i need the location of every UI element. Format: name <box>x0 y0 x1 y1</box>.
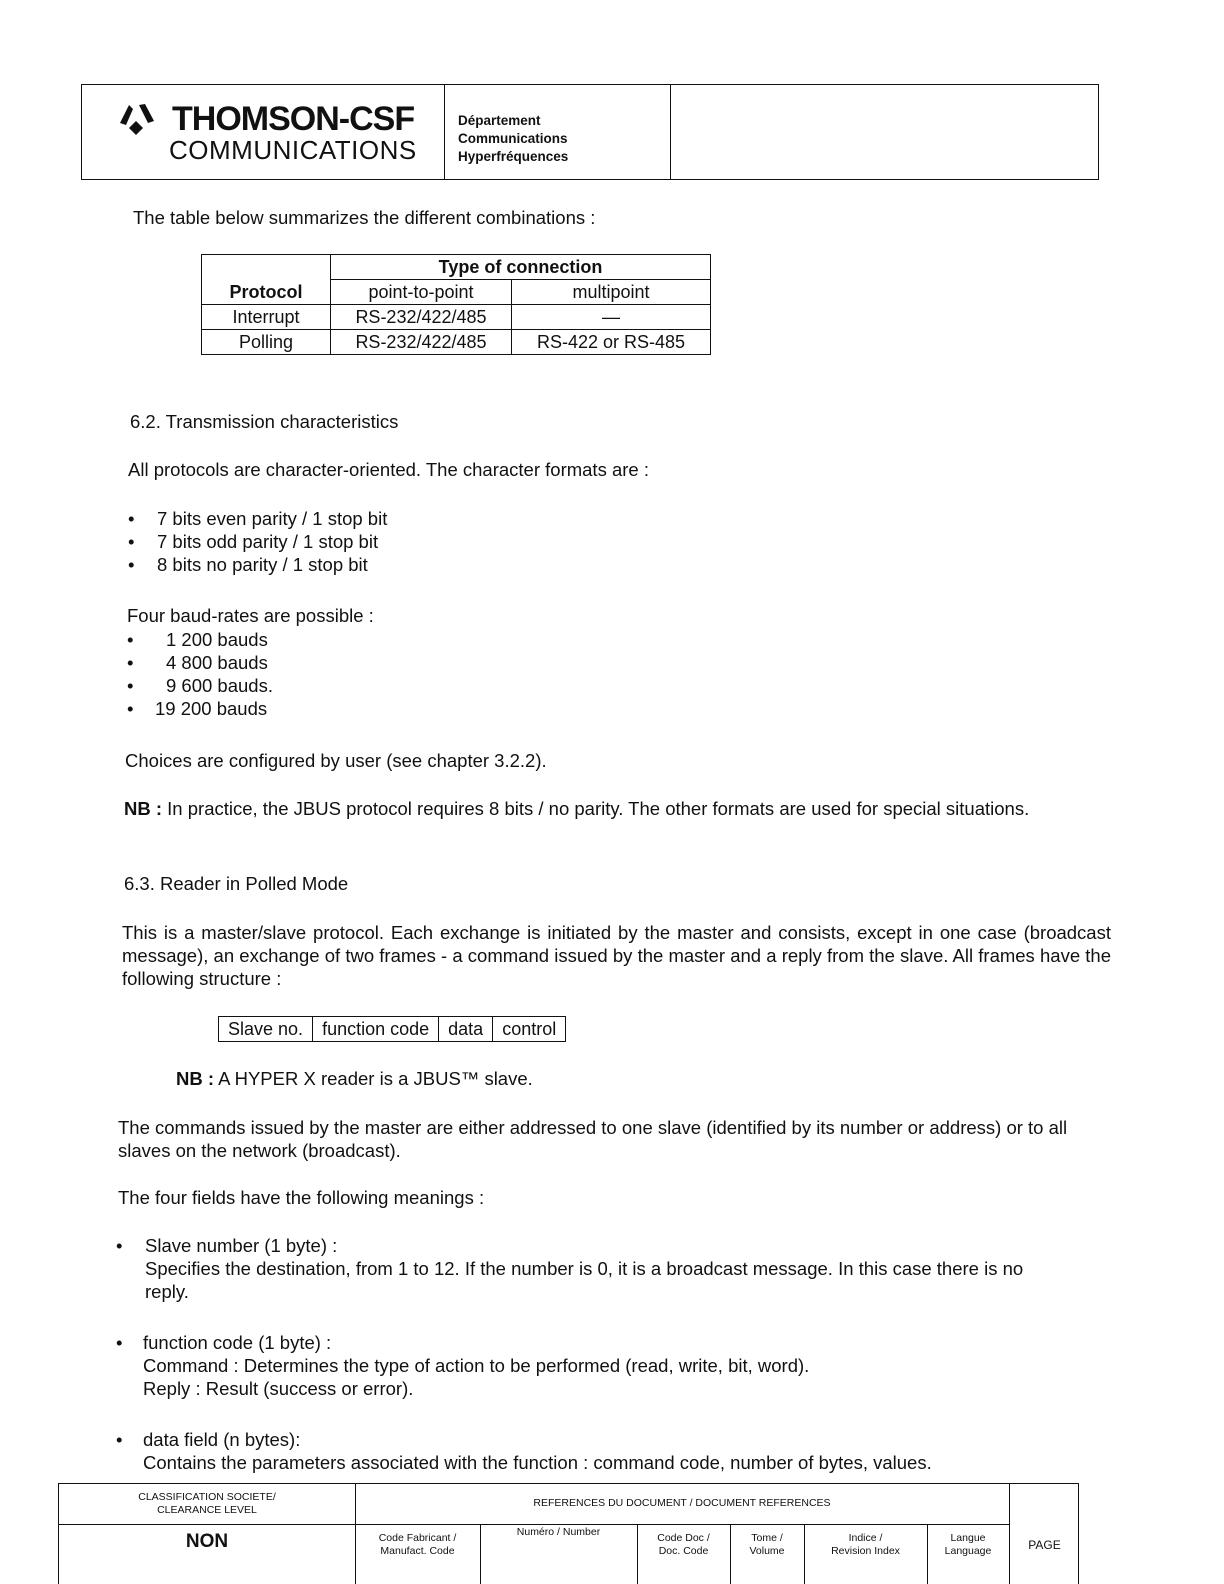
paragraph: Choices are configured by user (see chapter 3.2.2). <box>125 750 547 771</box>
paragraph: The four fields have the following meanings : <box>118 1187 485 1208</box>
list-item: • 8 bits no parity / 1 stop bit <box>128 554 368 575</box>
col-header: multipoint <box>512 280 711 305</box>
frame-field: function code <box>313 1017 439 1042</box>
table-cell: Interrupt <box>202 305 331 330</box>
page-label: PAGE <box>1028 1538 1061 1552</box>
item-text: Command : Determines the type of action to be performed (read, write, bit, word). <box>143 1355 810 1376</box>
classification-label: CLASSIFICATION SOCIETE/ CLEARANCE LEVEL <box>138 1491 276 1516</box>
format-list <box>128 507 387 576</box>
table-cell: — <box>512 305 711 330</box>
table-cell: RS-232/422/485 <box>331 330 512 355</box>
nb-note: NB : In practice, the JBUS protocol requires 8 bits / no parity. The other formats are used for special situations. <box>124 798 1030 819</box>
list-item: • Slave number (1 byte) : Specifies the destination, from 1 to 12. If the number is 0, it is a broadcast message. In this case there is no reply. <box>116 1234 1110 1303</box>
item-text: Specifies the destination, from 1 to 12. If the number is 0, it is a broadcast message. In this case there is no <box>145 1258 1024 1279</box>
frame-field: control <box>493 1017 566 1042</box>
paragraph: The commands issued by the master are either addressed to one slave (identified by its number or address) or to all slaves on the network (broadcast). <box>118 1117 1068 1161</box>
table-cell: RS-422 or RS-485 <box>512 330 711 355</box>
connection-type-header: Type of connection <box>331 255 711 280</box>
nb-note: NB : A HYPER X reader is a JBUS™ slave. <box>176 1068 533 1089</box>
list-item: • data field (n bytes): Contains the parameters associated with the function : command code, number of bytes, values. <box>116 1428 1110 1474</box>
dept-line: Département <box>458 113 541 128</box>
department-cell <box>444 85 671 179</box>
list-item: • 1 200 bauds <box>127 629 268 650</box>
list-item: • 19 200 bauds <box>127 698 268 719</box>
dept-line: Hyperfréquences <box>458 149 569 164</box>
table-row <box>202 330 711 355</box>
dept-line: Communications <box>458 131 568 146</box>
item-text: Reply : Result (success or error). <box>143 1378 414 1399</box>
company-name: THOMSON-CSF <box>172 100 415 138</box>
protocol-header: Protocol <box>202 255 331 305</box>
intro-text: The table below summarizes the different combinations : <box>133 207 596 228</box>
list-item: • 7 bits even parity / 1 stop bit <box>128 508 388 529</box>
combinations-table <box>201 254 711 355</box>
references-label: REFERENCES DU DOCUMENT / DOCUMENT REFERENCES <box>533 1497 831 1509</box>
section-heading: 6.2. Transmission characteristics <box>130 411 399 432</box>
thomson-logo-icon <box>117 101 157 139</box>
paragraph: This is a master/slave protocol. Each exchange is initiated by the master and consists, except in one case (broadcast message), an exchange of two frames - a command issued by the master and a reply from the slave. All frames have the following structure : <box>122 922 1111 989</box>
volume-label: Tome / Volume <box>749 1532 785 1557</box>
revision-index-label: Indice / Revision Index <box>831 1532 900 1557</box>
table-row <box>202 305 711 330</box>
item-title: Slave number (1 byte) : <box>145 1235 338 1256</box>
list-item: • 7 bits odd parity / 1 stop bit <box>128 531 379 552</box>
item-title: function code (1 byte) : <box>143 1332 332 1353</box>
item-text: Contains the parameters associated with the function : command code, number of bytes, values. <box>143 1452 932 1473</box>
frame-structure-table <box>218 1016 566 1042</box>
frame-field: data <box>439 1017 493 1042</box>
document-header <box>81 84 1099 180</box>
doc-code-label: Code Doc / Doc. Code <box>657 1532 710 1557</box>
list-item: • 4 800 bauds <box>127 652 268 673</box>
list-item: • function code (1 byte) : Command : Determines the type of action to be performed (read, write, bit, word). Reply : Result (success or error). <box>116 1331 1110 1400</box>
paragraph: All protocols are character-oriented. The character formats are : <box>128 459 649 480</box>
col-header: point-to-point <box>331 280 512 305</box>
number-label: Numéro / Number <box>516 1526 601 1538</box>
table-cell: RS-232/422/485 <box>331 305 512 330</box>
division-name: COMMUNICATIONS <box>169 135 417 165</box>
language-label: Langue Language <box>944 1532 992 1557</box>
item-title: data field (n bytes): <box>143 1429 301 1450</box>
document-footer <box>58 1483 1079 1584</box>
table-cell: Polling <box>202 330 331 355</box>
clearance-value: NON <box>185 1531 229 1552</box>
frame-field: Slave no. <box>219 1017 313 1042</box>
item-text: reply. <box>145 1281 189 1302</box>
logo-cell <box>82 85 445 179</box>
section-heading: 6.3. Reader in Polled Mode <box>124 873 349 894</box>
list-item: • 9 600 bauds. <box>127 675 273 696</box>
baud-list <box>127 628 273 720</box>
paragraph: Four baud-rates are possible : <box>127 605 374 626</box>
manufact-code-label: Code Fabricant / Manufact. Code <box>378 1532 457 1557</box>
